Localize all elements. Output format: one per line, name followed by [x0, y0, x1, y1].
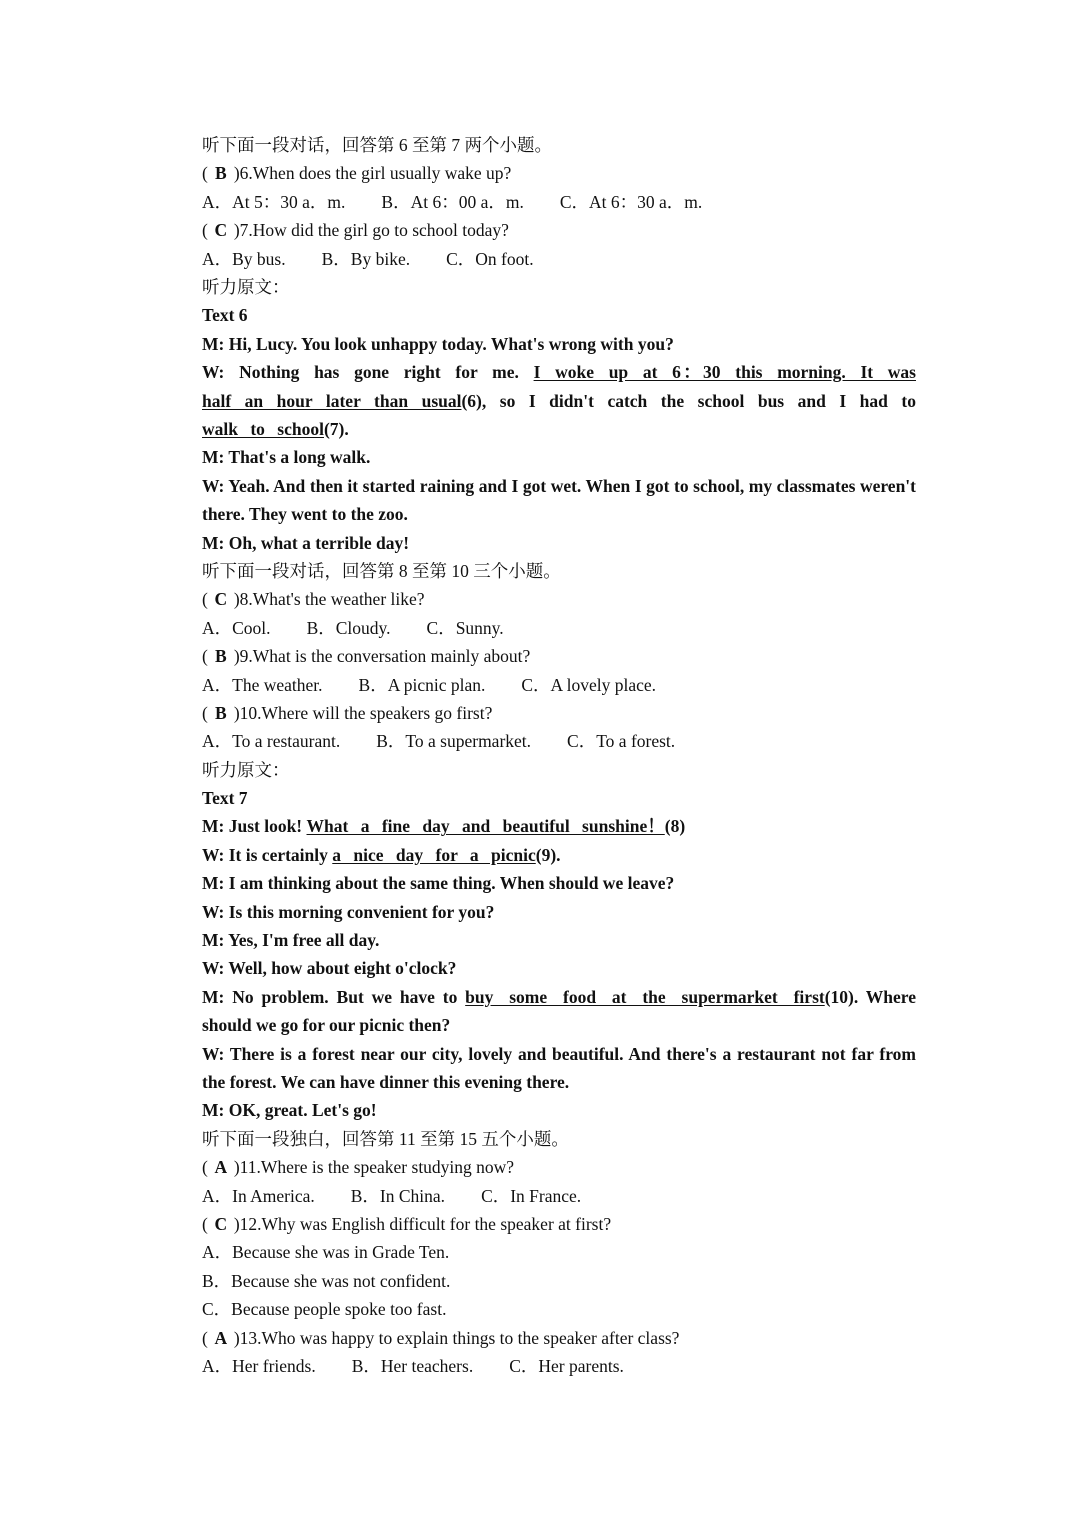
answer-underline: I woke up at 6：30 this morning. It was half an hour later than usual: [202, 362, 916, 411]
dialogue-line: M: Yes, I'm free all day.: [202, 930, 380, 951]
option-b: B．At 6：00 a．m.: [381, 191, 524, 212]
dialogue-line: M: I am thinking about the same thing. When should we leave?: [202, 873, 675, 894]
options-13: [164, 1352, 916, 1380]
section-instruction: 听下面一段独白，回答第 11 至第 15 五个小题。: [202, 1128, 569, 1149]
dialogue-line: M: Oh, what a terrible day!: [202, 532, 410, 553]
option-c: C．On foot.: [446, 248, 534, 269]
dialogue-line: W: Well, how about eight o'clock?: [202, 958, 457, 979]
question-12: ( C )12.Why was English difficult for the speaker at first?: [164, 1210, 916, 1238]
question-text: )9.What is the conversation mainly about?: [233, 646, 531, 667]
answer-underline: walk to school: [202, 418, 324, 439]
question-9: ( B )9.What is the conversation mainly about?: [164, 642, 916, 670]
answer-underline: buy some food at the supermarket first: [465, 986, 825, 1007]
dialogue-line: W: Yeah. And then it started raining and I got wet. When I got to school, my classmates weren't there. They went to the zoo.: [202, 475, 916, 525]
question-10: ( B )10.Where will the speakers go first?: [164, 699, 916, 727]
dialogue-line: M: That's a long walk.: [202, 447, 371, 468]
option-b: B．Because she was not confident.: [202, 1270, 451, 1291]
dialogue-line: M: Hi, Lucy. You look unhappy today. What's wrong with you?: [202, 333, 674, 354]
question-text: )12.Why was English difficult for the speaker at first?: [233, 1213, 612, 1234]
options-9: [164, 671, 916, 699]
question-text: )6.When does the girl usually wake up?: [233, 163, 512, 184]
question-8: ( C )8.What's the weather like?: [164, 585, 916, 613]
transcript-label: 听力原文：: [202, 759, 290, 780]
answer-underline: What a fine day and beautiful sunshine！: [306, 816, 665, 837]
answer-mark: C: [214, 1213, 228, 1234]
option-b: B．A picnic plan.: [358, 674, 486, 695]
dialogue-line: M: OK, great. Let's go!: [202, 1100, 377, 1121]
option-a: A．Because she was in Grade Ten.: [202, 1242, 450, 1263]
option-a: A．At 5：30 a．m.: [202, 191, 346, 212]
option-a: A．Her friends.: [202, 1355, 316, 1376]
answer-mark: C: [214, 589, 228, 610]
answer-mark: A: [214, 1157, 228, 1178]
question-text: )8.What's the weather like?: [233, 589, 425, 610]
answer-mark: B: [214, 163, 227, 184]
transcript-label: 听力原文：: [202, 276, 290, 297]
text-title: Text 6: [202, 305, 248, 326]
exam-page: [164, 131, 916, 1380]
section-instruction: 听下面一段对话，回答第 8 至第 10 三个小题。: [202, 560, 561, 581]
text-title: Text 7: [202, 788, 248, 809]
options-10: [164, 727, 916, 755]
dialogue-line: W: Nothing has gone right for me. I woke up at 6：30 this morning. It was half an hour later than usual(6), so I didn't catch the school bus and I had to walk to school(7).: [202, 362, 916, 439]
answer-mark: A: [214, 1327, 228, 1348]
dialogue-line: M: No problem. But we have to buy some food at the supermarket first(10). Where should we go for our picnic then?: [202, 986, 916, 1036]
option-a: A．Cool.: [202, 617, 271, 638]
question-6: ( B )6.When does the girl usually wake up?: [164, 159, 916, 187]
question-text: )10.Where will the speakers go first?: [233, 702, 493, 723]
option-b: B．Her teachers.: [351, 1355, 474, 1376]
question-13: ( A )13.Who was happy to explain things to the speaker after class?: [164, 1324, 916, 1352]
answer-mark: C: [214, 220, 228, 241]
option-c: C．Her parents.: [509, 1355, 624, 1376]
question-text: )7.How did the girl go to school today?: [233, 220, 509, 241]
option-c: C．At 6：30 a．m.: [559, 191, 703, 212]
dialogue-line: W: It is certainly a nice day for a picnic(9).: [202, 844, 561, 865]
options-7: [164, 245, 916, 273]
dialogue-line: M: Just look! What a fine day and beautiful sunshine！(8): [202, 816, 686, 837]
section-instruction: 听下面一段对话，回答第 6 至第 7 两个小题。: [202, 135, 552, 155]
options-8: [164, 614, 916, 642]
option-c: C．In France.: [481, 1185, 582, 1206]
question-7: ( C )7.How did the girl go to school today?: [164, 216, 916, 244]
option-b: B．To a supermarket.: [376, 731, 532, 752]
options-11: [164, 1182, 916, 1210]
option-a: A．By bus.: [202, 248, 286, 269]
option-b: B．By bike.: [321, 248, 411, 269]
answer-mark: B: [214, 646, 227, 667]
question-11: ( A )11.Where is the speaker studying now?: [164, 1153, 916, 1181]
question-text: )13.Who was happy to explain things to the speaker after class?: [233, 1327, 680, 1348]
option-a: A．To a restaurant.: [202, 731, 341, 752]
options-6: [164, 188, 916, 216]
option-c: C．Sunny.: [426, 617, 504, 638]
option-c: C．Because people spoke too fast.: [202, 1299, 447, 1320]
dialogue-line: W: There is a forest near our city, lovely and beautiful. And there's a restaurant not far from the forest. We can have dinner this evening there.: [202, 1043, 916, 1093]
option-a: A．The weather.: [202, 674, 323, 695]
option-b: B．Cloudy.: [306, 617, 391, 638]
option-c: C．A lovely place.: [521, 674, 657, 695]
option-a: A．In America.: [202, 1185, 315, 1206]
option-c: C．To a forest.: [567, 731, 676, 752]
option-b: B．In China.: [350, 1185, 446, 1206]
question-text: )11.Where is the speaker studying now?: [233, 1157, 515, 1178]
answer-underline: a nice day for a picnic: [332, 844, 536, 865]
dialogue-line: W: Is this morning convenient for you?: [202, 901, 495, 922]
answer-mark: B: [214, 702, 227, 723]
